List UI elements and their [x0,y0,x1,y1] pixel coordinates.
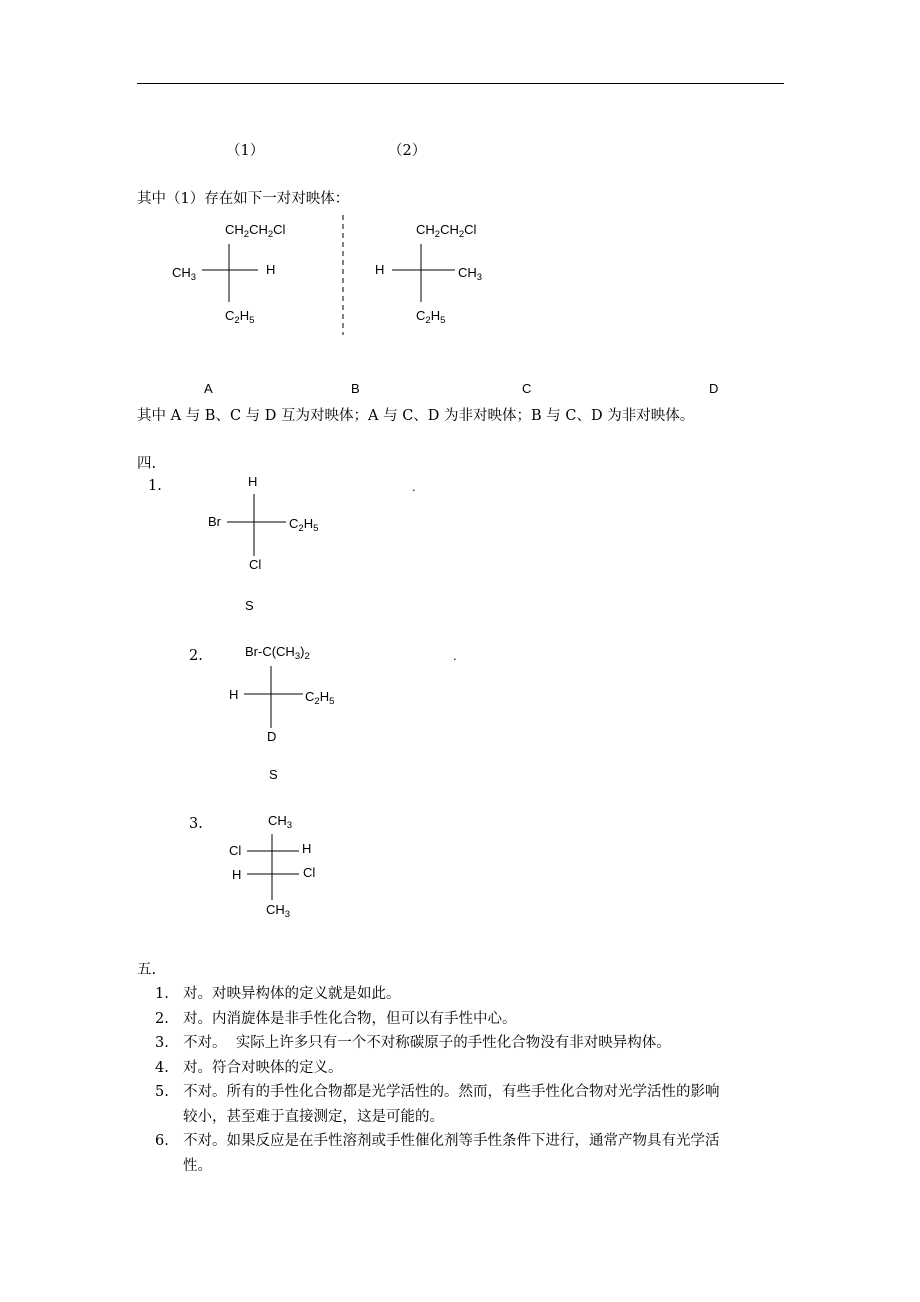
right-left-group: H [375,262,385,277]
figure-label-1: （1） [226,143,265,159]
section5-title: 五. [137,962,157,978]
right-top-group: $CH_2CH_2Cl$ [416,222,477,240]
label-a: A [204,381,213,396]
figure-label-2: （2） [388,143,427,159]
s4-item2-left: H [229,687,239,702]
s5-item-6: 6. 不对。如果反应是在手性溶剂或手性催化剂等手性条件下进行，通常产物具有光学活 [155,1133,720,1149]
s4-item1-number: 1. [148,478,162,494]
s4-item3-number: 3. [189,816,203,832]
s5-item-6-cont: 性。 [183,1157,212,1174]
right-bottom-group: $C_2H_5$ [416,308,446,326]
section5-list [155,982,720,1178]
label-d: D [709,381,719,396]
left-right-group: H [266,262,276,277]
s4-item1-config: S [245,598,254,613]
s5-item-5-cont: 较小，甚至难于直接测定，这是可能的。 [183,1108,444,1125]
s5-item-5: 5. 不对。所有的手性化合物都是光学活性的。然而，有些手性化合物对光学活性的影响 [155,1084,720,1100]
label-b: B [351,381,360,396]
s4-item3-top: $CH_3$ [268,813,293,831]
s4-item3-row2-right: Cl [303,865,316,880]
s4-item2-right: $C_2H_5$ [305,689,335,707]
s4-item2-top: $Br-C(CH_3)_2$ [245,644,310,662]
s5-item-4: 4. 对。符合对映体的定义。 [155,1059,343,1076]
s5-item-1: 1. 对。对映异构体的定义就是如此。 [155,986,401,1002]
left-bottom-group: $C_2H_5$ [225,308,255,326]
s4-item3-bottom: $CH_3$ [266,902,291,920]
s4-item3-row1-left: Cl [229,843,242,858]
s4-item1-bottom: Cl [249,557,262,572]
s4-item3-row2-left: H [232,867,242,882]
s4-item2-number: 2. [189,648,203,664]
right-right-group: $CH_3$ [458,265,483,283]
s4-item2-dot: . [453,648,457,663]
left-top-group: $CH_2CH_2Cl$ [225,222,286,240]
s5-item-2: 2. 对。内消旋体是非手性化合物，但可以有手性中心。 [155,1010,517,1027]
s5-item-3: 3. 不对。 实际上许多只有一个不对称碳原子的手性化合物没有非对映异构体。 [155,1035,671,1051]
s4-item1-top: H [248,474,258,489]
s4-item2-config: S [269,767,278,782]
s4-item1-left: Br [208,514,221,529]
label-c: C [522,381,532,396]
s4-item1-dot: . [412,479,416,494]
left-left-group: $CH_3$ [172,265,197,283]
s4-item1-right: $C_2H_5$ [289,516,319,534]
s4-item2-bottom: D [267,729,277,744]
enantiomer-intro: 其中（1）存在如下一对对映体： [137,191,350,207]
relations-text: 其中 A 与 B、C 与 D 互为对映体；A 与 C、D 为非对映体；B 与 C、D 为非对映体。 [137,408,695,424]
section4-title: 四. [137,456,157,472]
s4-item3-row1-right: H [302,841,312,856]
